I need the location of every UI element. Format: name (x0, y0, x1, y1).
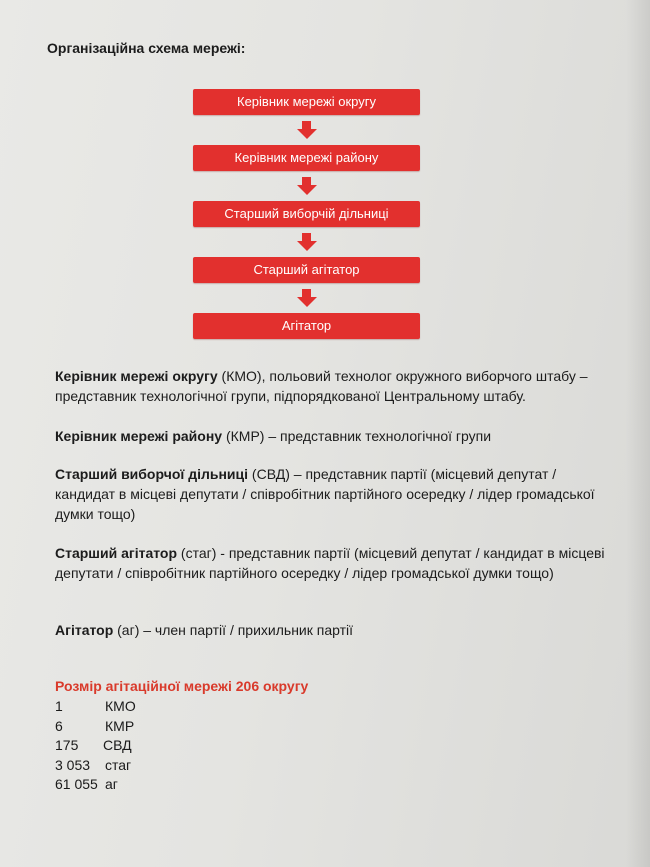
network-size-title: Розмір агітаційної мережі 206 округу (55, 678, 309, 694)
org-flowchart (193, 89, 420, 339)
page-heading: Організаційна схема мережі: (47, 40, 246, 56)
size-count: 175 (55, 737, 79, 753)
flow-box-agitator: Агітатор (193, 313, 420, 339)
size-count: 6 (55, 717, 63, 734)
role-description-district-manager (55, 366, 620, 406)
network-size-row (55, 775, 255, 795)
flow-arrow-2 (193, 171, 420, 201)
role-description-precinct-senior (55, 464, 620, 524)
role-text: (КМР) – представник технологічної групи (222, 428, 492, 444)
flow-box-precinct-senior: Старший виборчій дільниці (193, 201, 420, 227)
size-code: аг (105, 776, 118, 792)
role-term: Старший виборчої дільниці (55, 466, 249, 482)
size-code: КМР (105, 717, 135, 734)
flow-arrow-4 (193, 283, 420, 313)
flow-box-senior-agitator: Старший агітатор (193, 257, 420, 283)
role-text: (СВД) – представник партії (місцевий депутат / кандидат в місцеві депутати / співробітник партійного осередку / лідер громадської думки тощо) (55, 466, 595, 522)
role-term: Старший агітатор (55, 545, 178, 561)
role-description-area-manager (55, 426, 620, 446)
network-size-table (55, 697, 255, 795)
size-count: 3 053 (55, 756, 91, 773)
role-term: Агітатор (55, 622, 114, 638)
flow-arrow-3 (193, 227, 420, 257)
network-size-row (55, 736, 255, 756)
network-size-row (55, 756, 255, 776)
page-edge-shadow (626, 0, 650, 867)
size-count: 61 055 (55, 776, 98, 792)
role-term: Керівник мережі округу (55, 368, 218, 384)
size-code: КМО (105, 698, 136, 714)
role-text: (аг) – член партії / прихильник партії (113, 622, 354, 638)
flow-arrow-1 (193, 115, 420, 145)
network-size-row (55, 717, 255, 737)
flow-box-area-manager: Керівник мережі району (193, 145, 420, 171)
flow-box-district-manager: Керівник мережі округу (193, 89, 420, 115)
role-term: Керівник мережі району (55, 428, 223, 444)
network-size-row (55, 697, 255, 717)
role-text: (КМО), польовий технолог окружного виборчого штабу – представник технологічної групи, підпорядкованої Центральному штабу. (55, 368, 588, 404)
size-count: 1 (55, 698, 63, 714)
role-description-senior-agitator (55, 543, 620, 583)
size-code: стаг (105, 756, 132, 773)
size-code: СВД (103, 737, 132, 753)
role-text: (стаг) - представник партії (місцевий депутат / кандидат в місцеві депутати / співробітник партійного осередку / лідер громадської думки тощо) (55, 545, 605, 581)
role-description-agitator (55, 620, 620, 640)
